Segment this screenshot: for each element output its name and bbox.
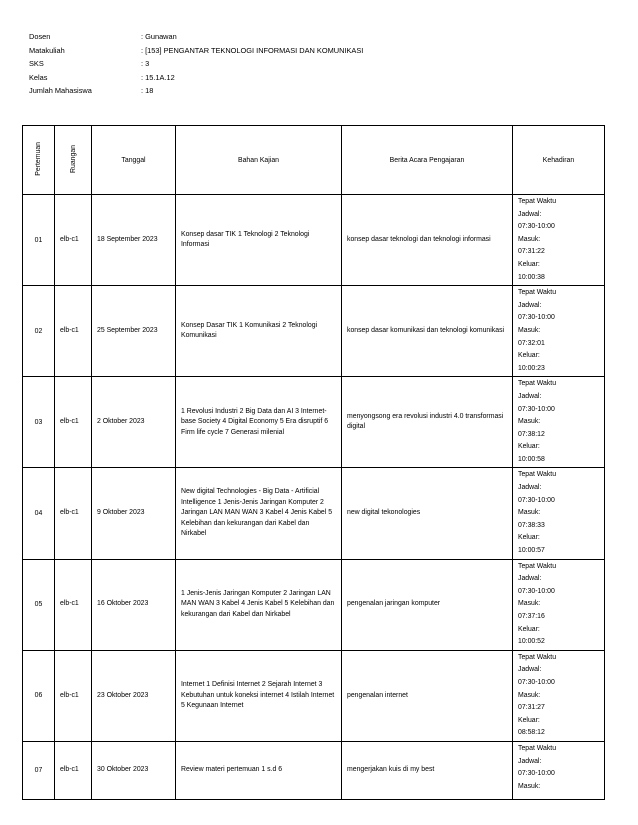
kehadiran-line: Masuk: bbox=[518, 235, 541, 243]
kehadiran-line: 07:30-10:00 bbox=[518, 678, 555, 686]
ruangan-cell: elb-c1 bbox=[55, 195, 92, 286]
bahan-kajian-cell: Konsep Dasar TIK 1 Komunikasi 2 Teknologi Komunikasi bbox=[176, 286, 342, 377]
kehadiran-line: Tepat Waktu bbox=[518, 380, 557, 388]
kehadiran-line: Masuk: bbox=[518, 418, 541, 426]
berita-acara-cell: new digital tekonologies bbox=[342, 468, 513, 559]
info-label: Jumlah Mahasiswa bbox=[29, 86, 92, 95]
tanggal-cell: 25 September 2023 bbox=[92, 286, 176, 377]
bahan-kajian-cell: New digital Technologies - Big Data - Artificial Intelligence 1 Jenis-Jenis Jaringan Komputer 2 Jaringan LAN MAN WAN 3 Kabel 4 Jenis Kabel 5 Kelebihan dan kekurangan dari Kabel dan Nirkabel bbox=[176, 468, 342, 559]
table-row bbox=[23, 468, 605, 559]
tanggal-cell: 18 September 2023 bbox=[92, 195, 176, 286]
info-row-jumlah bbox=[29, 84, 363, 98]
info-row-dosen bbox=[29, 30, 363, 44]
kehadiran-line: 07:38:12 bbox=[518, 430, 545, 438]
header-pertemuan: Pertemuan bbox=[23, 126, 55, 195]
pertemuan-number: 07 bbox=[23, 741, 55, 799]
kehadiran-line: Tepat Waktu bbox=[518, 289, 557, 297]
table-row bbox=[23, 559, 605, 650]
bahan-kajian-cell: Review materi pertemuan 1 s.d 6 bbox=[176, 741, 342, 799]
kehadiran-cell bbox=[513, 195, 605, 286]
info-value: : 18 bbox=[141, 86, 154, 95]
info-row-kelas bbox=[29, 71, 363, 85]
header-kehadiran: Kehadiran bbox=[513, 126, 605, 195]
kehadiran-line: 10:00:23 bbox=[518, 364, 545, 372]
kehadiran-line: Jadwal: bbox=[518, 666, 542, 674]
attendance-table bbox=[22, 125, 605, 800]
bahan-kajian-cell: Konsep dasar TIK 1 Teknologi 2 Teknologi Informasi bbox=[176, 195, 342, 286]
kehadiran-line: 07:31:22 bbox=[518, 248, 545, 256]
info-row-sks bbox=[29, 57, 363, 71]
kehadiran-line: 07:30-10:00 bbox=[518, 496, 555, 504]
header-ruangan: Ruangan bbox=[55, 126, 92, 195]
ruangan-cell: elb-c1 bbox=[55, 559, 92, 650]
kehadiran-cell bbox=[513, 741, 605, 799]
table-row bbox=[23, 195, 605, 286]
header-bahan-kajian: Bahan Kajian bbox=[176, 126, 342, 195]
kehadiran-line: Jadwal: bbox=[518, 301, 542, 309]
kehadiran-line: Jadwal: bbox=[518, 575, 542, 583]
table-row bbox=[23, 650, 605, 741]
ruangan-cell: elb-c1 bbox=[55, 741, 92, 799]
kehadiran-cell bbox=[513, 559, 605, 650]
kehadiran-line: Keluar: bbox=[518, 534, 540, 542]
kehadiran-line: Tepat Waktu bbox=[518, 562, 557, 570]
bahan-kajian-cell: 1 Revolusi Industri 2 Big Data dan AI 3 Internet-base Society 4 Digital Economy 5 Era disruptif 6 Firm life cycle 7 Generasi milenial bbox=[176, 377, 342, 468]
ruangan-cell: elb-c1 bbox=[55, 468, 92, 559]
kehadiran-line: 08:58:12 bbox=[518, 729, 545, 737]
ruangan-cell: elb-c1 bbox=[55, 286, 92, 377]
berita-acara-cell: konsep dasar teknologi dan teknologi informasi bbox=[342, 195, 513, 286]
kehadiran-line: 07:30-10:00 bbox=[518, 223, 555, 231]
tanggal-cell: 23 Oktober 2023 bbox=[92, 650, 176, 741]
kehadiran-line: Keluar: bbox=[518, 716, 540, 724]
kehadiran-line: Masuk: bbox=[518, 782, 541, 790]
kehadiran-cell bbox=[513, 650, 605, 741]
kehadiran-line: Keluar: bbox=[518, 625, 540, 633]
kehadiran-line: Keluar: bbox=[518, 260, 540, 268]
pertemuan-number: 04 bbox=[23, 468, 55, 559]
kehadiran-line: Tepat Waktu bbox=[518, 744, 557, 752]
kehadiran-line: Keluar: bbox=[518, 443, 540, 451]
pertemuan-number: 03 bbox=[23, 377, 55, 468]
kehadiran-cell bbox=[513, 286, 605, 377]
table-row bbox=[23, 741, 605, 799]
kehadiran-line: Jadwal: bbox=[518, 210, 542, 218]
kehadiran-line: Tepat Waktu bbox=[518, 198, 557, 205]
kehadiran-cell bbox=[513, 468, 605, 559]
kehadiran-line: Jadwal: bbox=[518, 392, 542, 400]
info-label: SKS bbox=[29, 59, 44, 68]
info-row-matakuliah bbox=[29, 44, 363, 58]
info-label: Kelas bbox=[29, 72, 48, 82]
kehadiran-line: Masuk: bbox=[518, 691, 541, 699]
pertemuan-number: 02 bbox=[23, 286, 55, 377]
info-value: : [153] PENGANTAR TEKNOLOGI INFORMASI DAN KOMUNIKASI bbox=[141, 45, 364, 55]
tanggal-cell: 2 Oktober 2023 bbox=[92, 377, 176, 468]
kehadiran-line: 10:00:52 bbox=[518, 638, 545, 646]
kehadiran-line: 07:32:01 bbox=[518, 339, 545, 347]
pertemuan-number: 01 bbox=[23, 195, 55, 286]
kehadiran-line: Tepat Waktu bbox=[518, 653, 557, 661]
info-label: Matakuliah bbox=[29, 45, 65, 55]
kehadiran-line: Masuk: bbox=[518, 600, 541, 608]
berita-acara-cell: menyongsong era revolusi industri 4.0 transformasi digital bbox=[342, 377, 513, 468]
kehadiran-line: 07:30-10:00 bbox=[518, 314, 555, 322]
kehadiran-line: Keluar: bbox=[518, 352, 540, 360]
kehadiran-line: 07:30-10:00 bbox=[518, 587, 555, 595]
info-value: : 15.1A.12 bbox=[141, 72, 175, 82]
kehadiran-line: 07:30-10:00 bbox=[518, 405, 555, 413]
pertemuan-number: 05 bbox=[23, 559, 55, 650]
kehadiran-line: 07:38:33 bbox=[518, 521, 545, 529]
bahan-kajian-cell: Internet 1 Definisi Internet 2 Sejarah Internet 3 Kebutuhan untuk koneksi internet 4 Istilah Internet 5 Kegunaan Internet bbox=[176, 650, 342, 741]
info-label: Dosen bbox=[29, 32, 51, 41]
berita-acara-cell: pengenalan jaringan komputer bbox=[342, 559, 513, 650]
kehadiran-line: 07:30-10:00 bbox=[518, 770, 555, 778]
info-value: : 3 bbox=[141, 59, 150, 68]
kehadiran-line: Tepat Waktu bbox=[518, 471, 557, 479]
kehadiran-line: Masuk: bbox=[518, 326, 541, 334]
kehadiran-line: 10:00:58 bbox=[518, 455, 545, 463]
ruangan-cell: elb-c1 bbox=[55, 377, 92, 468]
kehadiran-line: Masuk: bbox=[518, 509, 541, 517]
tanggal-cell: 30 Oktober 2023 bbox=[92, 741, 176, 799]
course-info bbox=[29, 30, 363, 98]
kehadiran-line: 07:31:27 bbox=[518, 704, 545, 712]
berita-acara-cell: konsep dasar komunikasi dan teknologi komunikasi bbox=[342, 286, 513, 377]
header-berita-acara: Berita Acara Pengajaran bbox=[342, 126, 513, 195]
tanggal-cell: 16 Oktober 2023 bbox=[92, 559, 176, 650]
pertemuan-number: 06 bbox=[23, 650, 55, 741]
bahan-kajian-cell: 1 Jenis-Jenis Jaringan Komputer 2 Jaringan LAN MAN WAN 3 Kabel 4 Jenis Kabel 5 Kelebihan dan kekurangan dari Kabel dan Nirkabel bbox=[176, 559, 342, 650]
kehadiran-line: 07:37:16 bbox=[518, 613, 545, 620]
kehadiran-line: Jadwal: bbox=[518, 484, 542, 492]
table-header-row bbox=[23, 126, 605, 195]
berita-acara-cell: pengenalan internet bbox=[342, 650, 513, 741]
kehadiran-line: Jadwal: bbox=[518, 757, 542, 765]
kehadiran-line: 10:00:57 bbox=[518, 547, 545, 555]
header-tanggal: Tanggal bbox=[92, 126, 176, 195]
table-row bbox=[23, 377, 605, 468]
info-value: : Gunawan bbox=[141, 32, 177, 41]
kehadiran-line: 10:00:38 bbox=[518, 273, 545, 281]
ruangan-cell: elb-c1 bbox=[55, 650, 92, 741]
tanggal-cell: 9 Oktober 2023 bbox=[92, 468, 176, 559]
berita-acara-cell: mengerjakan kuis di my best bbox=[342, 741, 513, 799]
kehadiran-cell bbox=[513, 377, 605, 468]
table-row bbox=[23, 286, 605, 377]
